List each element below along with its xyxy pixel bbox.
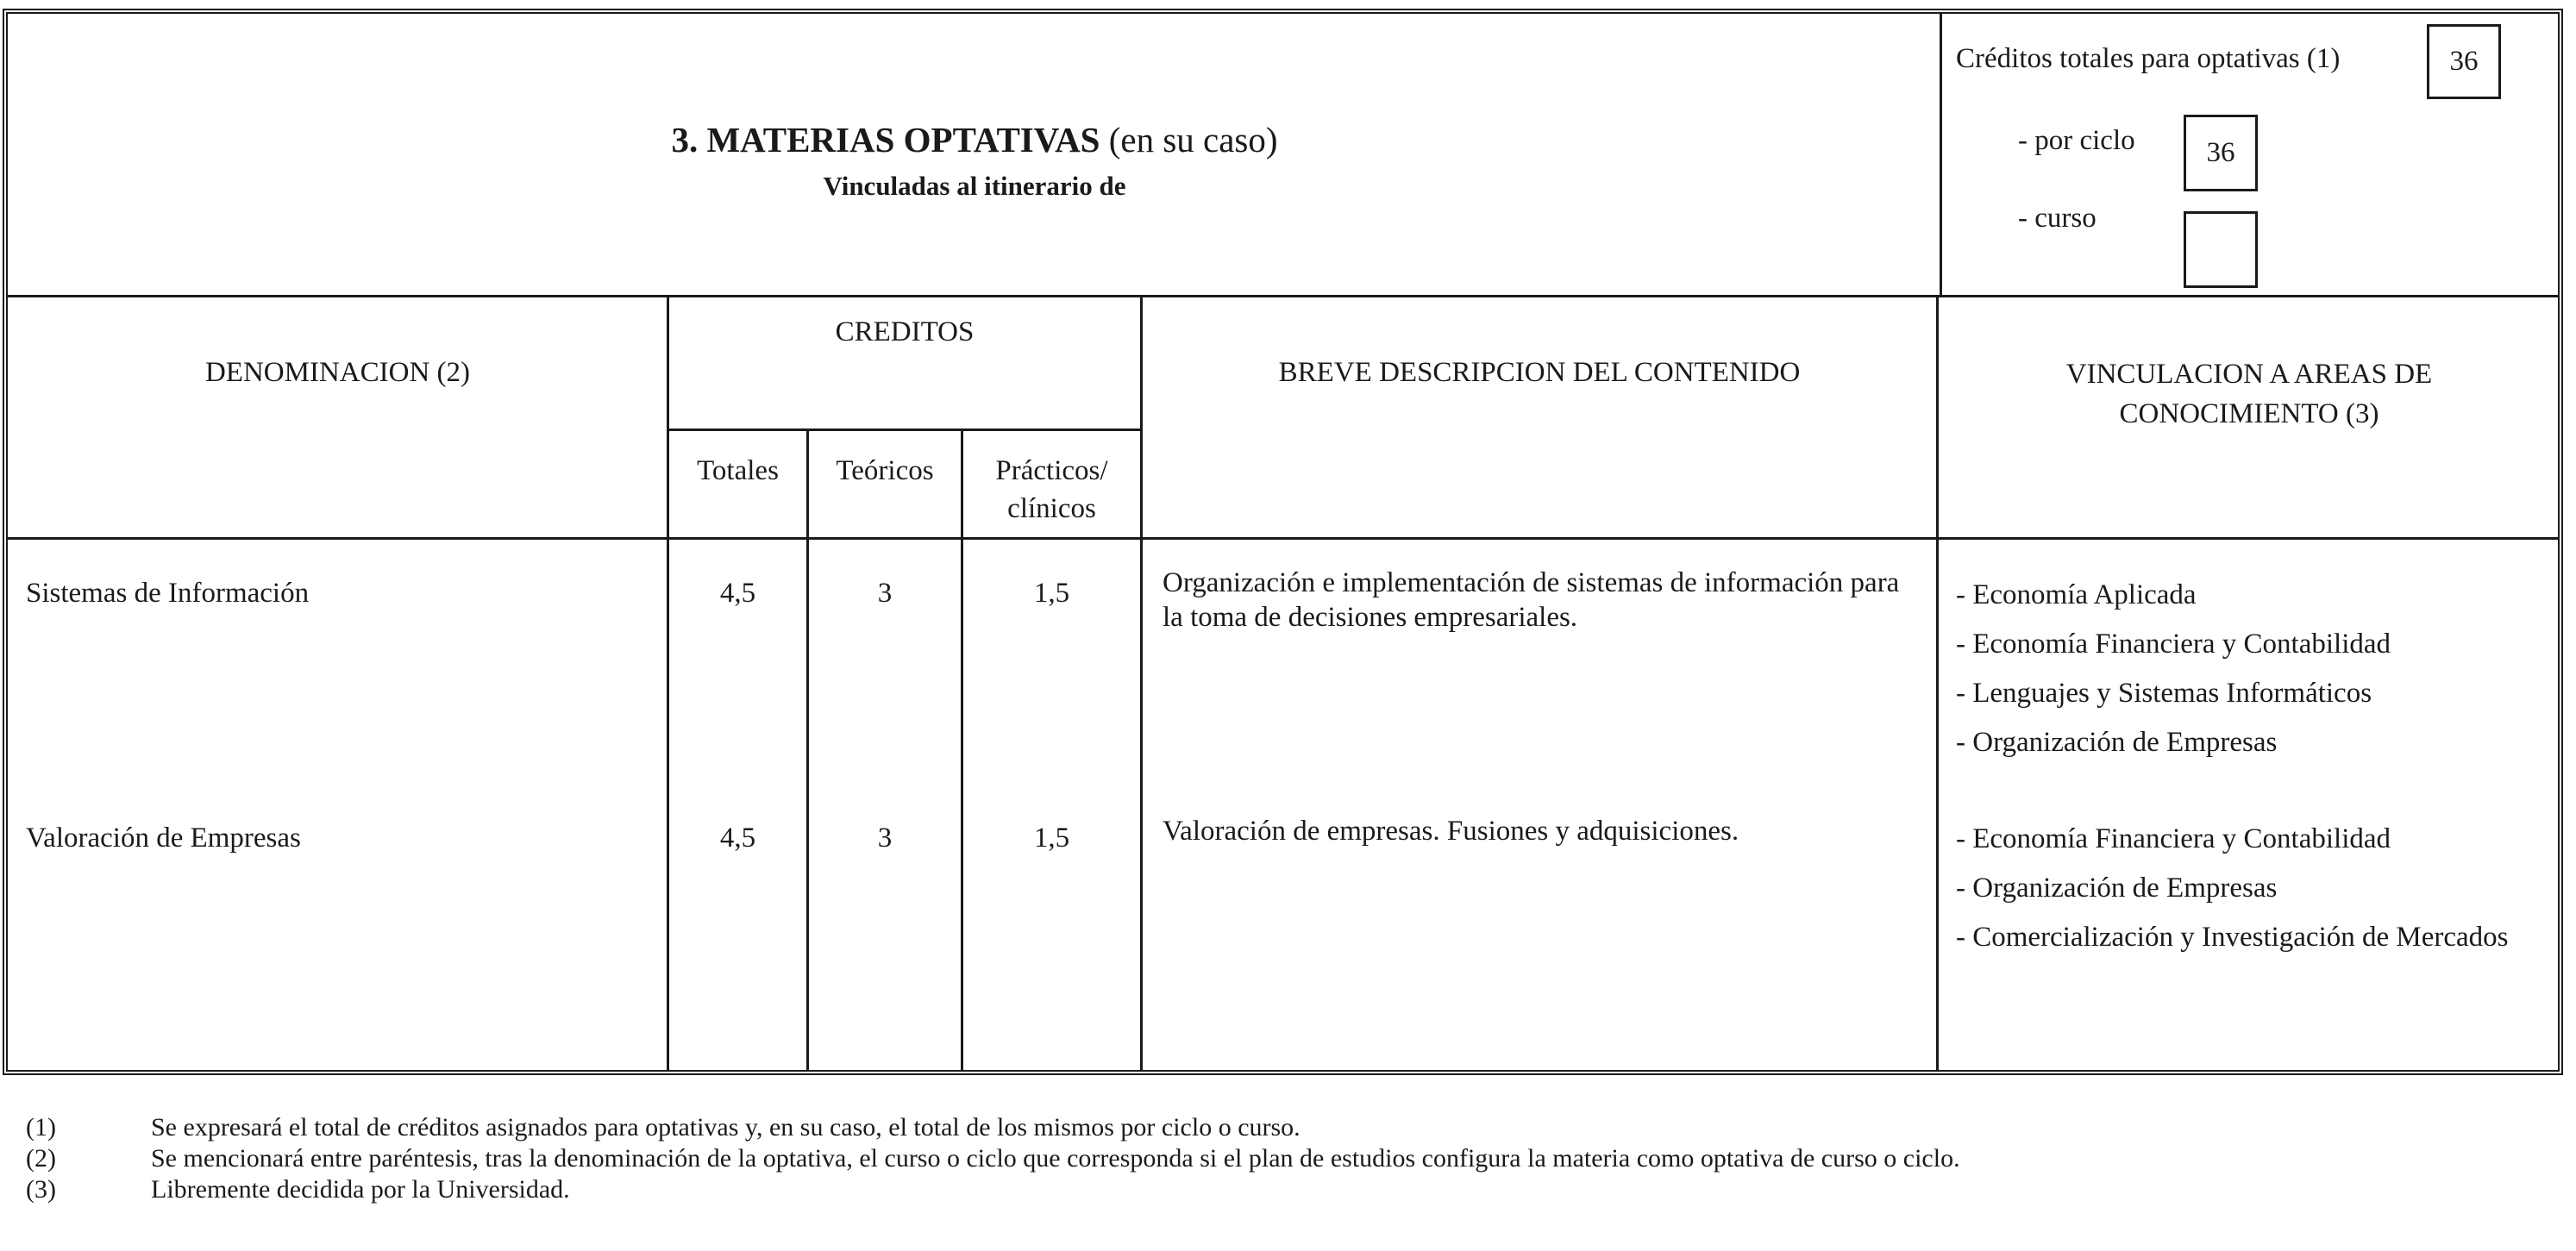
row-1-denominacion: Sistemas de Información [26,578,310,609]
page-title-bold: 3. MATERIAS OPTATIVAS [671,120,1100,160]
total-credits-label: Créditos totales para optativas (1) [1956,43,2341,74]
footnote-number: (2) [26,1144,56,1173]
footnote-text: Se expresará el total de créditos asignados para optativas y, en su caso, el total de los mismos por ciclo o curso. [151,1113,1301,1142]
cycle-credits-box: 36 [2184,115,2258,191]
row-1-totales: 4,5 [719,578,756,609]
page-title-rest: (en su caso) [1100,120,1278,160]
row-1-areas [1956,578,2551,774]
row-2-area: - Comercialización y Investigación de Mercados [1956,922,2509,953]
row-2-descripcion: Valoración de empresas. Fusiones y adquisiciones. [1163,816,1739,847]
row-2-teoricos: 3 [877,823,893,854]
footnote-number: (3) [26,1175,56,1204]
row-1-descripcion: Organización e implementación de sistemas de información para la toma de decisiones empresariales. [1163,567,1900,633]
col-header-vinculacion-line1: VINCULACION A AREAS DE [2065,359,2433,390]
row-1-practicos: 1,5 [1033,578,1070,609]
course-credits-box [2184,211,2258,288]
row-2-totales: 4,5 [719,823,756,854]
creditos-subheader-divider [669,428,1142,431]
col-divider-practicos [1140,295,1143,1070]
row-1-teoricos: 3 [877,578,893,609]
col-header-totales: Totales [697,455,779,486]
page-title [492,119,1457,160]
footnote-number: (1) [26,1113,56,1142]
page-subtitle: Vinculadas al itinerario de [823,171,1126,201]
row-2-practicos: 1,5 [1033,823,1070,854]
col-header-vinculacion-line2: CONOCIMIENTO (3) [2119,398,2379,429]
total-credits-box: 36 [2427,24,2501,99]
footnote-text: Libremente decidida por la Universidad. [151,1175,570,1204]
row-2-area: - Organización de Empresas [1956,873,2278,904]
col-divider-denominacion [667,295,669,1070]
col-header-practicos-line2: clínicos [1007,493,1096,524]
cycle-credits-label: - por ciclo [2018,125,2135,156]
row-1-area: - Lenguajes y Sistemas Informáticos [1956,678,2372,709]
col-header-teoricos: Teóricos [836,455,934,486]
col-header-creditos: CREDITOS [835,316,975,347]
header-right-divider [1940,14,1942,296]
row-1-area: - Economía Financiera y Contabilidad [1956,629,2391,660]
row-2-areas [1956,822,2551,954]
course-credits-label: - curso [2018,203,2097,234]
col-divider-totales [806,428,809,1070]
col-header-practicos-line1: Prácticos/ [995,455,1108,486]
row-1-area: - Organización de Empresas [1956,727,2278,758]
header-divider [8,295,2558,297]
col-header-descripcion: BREVE DESCRIPCION DEL CONTENIDO [1278,357,1801,388]
column-header-divider [8,537,2558,540]
col-header-denominacion: DENOMINACION (2) [204,357,471,388]
row-2-area: - Economía Financiera y Contabilidad [1956,823,2391,854]
footnote-text: Se mencionará entre paréntesis, tras la denominación de la optativa, el curso o ciclo que corresponda si el plan de estudios configura la materia como optativa de curso o ciclo. [151,1144,1960,1173]
row-2-denominacion: Valoración de Empresas [26,823,301,854]
row-1-area: - Economía Aplicada [1956,579,2197,610]
